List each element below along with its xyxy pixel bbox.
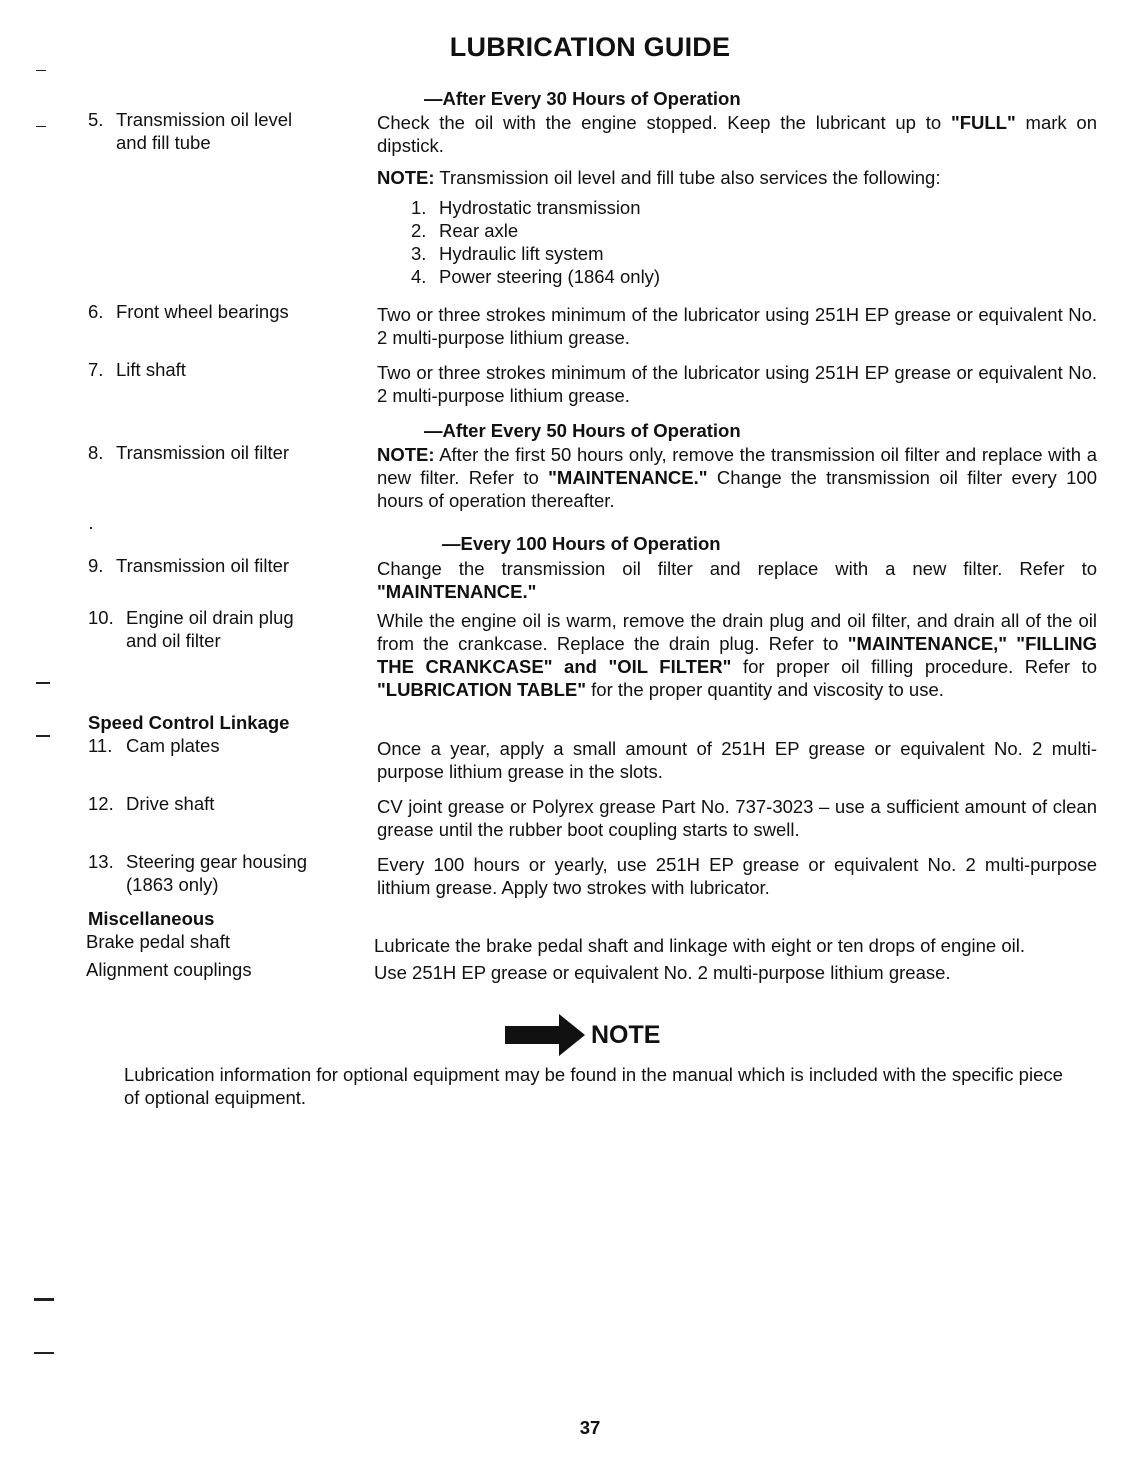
list-item — [411, 196, 811, 219]
item-13-description: Every 100 hours or yearly, use 251H EP grease or equivalent No. 2 multi-purpose lithium grease. Apply two strokes with lubricator. — [377, 854, 1097, 898]
description-text: for the proper quantity and viscosity to use. — [586, 679, 944, 700]
item-13-label — [88, 850, 358, 896]
item-number: 9. — [88, 555, 104, 576]
list-number: 1. — [411, 197, 427, 218]
optional-equipment-note: Lubrication information for optional equipment may be found in the manual which is included with the specific piece of optional equipment. — [124, 1064, 1063, 1108]
description-text: for proper oil filling procedure. Refer to — [731, 656, 1097, 677]
description-text: Change the transmission oil filter every 100 hours of operation thereafter. — [377, 467, 1097, 511]
item-label-text: and fill tube — [116, 132, 211, 153]
margin-mark — [90, 527, 92, 529]
item-label-text: Cam plates — [126, 735, 220, 756]
description-emphasis: "MAINTENANCE." — [548, 467, 708, 488]
page-title: LUBRICATION GUIDE — [449, 32, 731, 62]
item-number: 5. — [88, 109, 104, 130]
margin-mark — [36, 682, 50, 684]
margin-mark — [34, 1352, 54, 1354]
brake-pedal-description: Lubricate the brake pedal shaft and linkage with eight or ten drops of engine oil. — [374, 935, 1026, 956]
description-text: While the engine oil is warm, remove the drain plug and oil filter, and drain all of the oil from the crankcase. Replace the drain plug. Refer to — [377, 610, 1097, 654]
description-text: mark on dipstick. — [377, 112, 1098, 156]
item-label-text: Engine oil drain plug — [126, 607, 294, 628]
list-text: Rear axle — [439, 220, 519, 241]
description-emphasis: "MAINTENANCE," "FILLING THE CRANKCASE" and "OIL FILTER" — [377, 633, 1098, 677]
alignment-couplings-label: Alignment couplings — [86, 959, 252, 980]
item-label-text: Front wheel bearings — [116, 301, 289, 322]
description-emphasis: "LUBRICATION TABLE" — [377, 679, 587, 700]
list-text: Power steering (1864 only) — [439, 266, 661, 287]
item-label-text: Lift shaft — [116, 359, 186, 380]
speed-control-heading: Speed Control Linkage — [88, 712, 290, 733]
item-label-text: (1863 only) — [126, 874, 219, 895]
item-7-label — [88, 358, 358, 381]
item-label-text: Steering gear housing — [126, 851, 308, 872]
item-label-text: Drive shaft — [126, 793, 215, 814]
item-5-service-list — [411, 196, 811, 288]
description-text: Change the transmission oil filter and replace with a new filter. Refer to — [377, 558, 1097, 579]
list-text: Hydraulic lift system — [439, 243, 604, 264]
item-label-text: Transmission oil filter — [116, 555, 290, 576]
item-8-label — [88, 441, 358, 464]
item-number: 7. — [88, 359, 104, 380]
item-5-label — [88, 108, 358, 154]
item-label-text: and oil filter — [126, 630, 221, 651]
note-callout — [505, 1012, 705, 1062]
note-label: NOTE: — [377, 444, 435, 465]
item-10-description — [377, 609, 1097, 701]
item-number: 6. — [88, 301, 104, 322]
item-number: 11. — [88, 735, 113, 756]
list-item — [411, 219, 811, 242]
margin-mark — [36, 70, 46, 71]
description-text: After the first 50 hours only, remove the transmission oil filter and replace with a new filter. Refer to — [377, 444, 1097, 488]
item-number: 13. — [88, 851, 114, 872]
list-item — [411, 265, 811, 288]
margin-mark — [36, 735, 50, 737]
item-12-description: CV joint grease or Polyrex grease Part No. 737-3023 – use a sufficient amount of clean grease until the rubber boot coupling starts to swell. — [377, 796, 1097, 840]
item-11-label — [88, 734, 358, 757]
item-5-note — [377, 166, 1097, 189]
item-9-label — [88, 554, 358, 577]
section-heading-50-hours: —After Every 50 Hours of Operation — [424, 420, 741, 441]
item-12-label — [88, 792, 358, 815]
item-9-description — [377, 557, 1097, 603]
note-callout-label: NOTE — [591, 1021, 661, 1049]
list-number: 3. — [411, 243, 427, 264]
item-label-text: Transmission oil level — [116, 109, 293, 130]
note-label: NOTE: — [377, 167, 435, 188]
brake-pedal-label: Brake pedal shaft — [86, 931, 230, 952]
list-item — [411, 242, 811, 265]
item-number: 8. — [88, 442, 104, 463]
item-5-description — [377, 111, 1097, 157]
list-number: 2. — [411, 220, 427, 241]
item-7-description: Two or three strokes minimum of the lubricator using 251H EP grease or equivalent No. 2 multi-purpose lithium grease. — [377, 362, 1097, 406]
margin-mark — [36, 126, 46, 127]
list-text: Hydrostatic transmission — [439, 197, 641, 218]
item-11-description: Once a year, apply a small amount of 251H EP grease or equivalent No. 2 multi-purpose lithium grease in the slots. — [377, 738, 1097, 782]
section-heading-30-hours: —After Every 30 Hours of Operation — [424, 88, 741, 109]
note-text: Transmission oil level and fill tube also services the following: — [434, 167, 941, 188]
item-10-label — [88, 606, 358, 652]
arrow-right-icon — [505, 1012, 587, 1058]
description-text: Check the oil with the engine stopped. Keep the lubricant up to — [377, 112, 951, 133]
item-number: 10. — [88, 607, 114, 628]
item-6-label — [88, 300, 358, 323]
description-emphasis: "MAINTENANCE." — [377, 581, 537, 602]
item-8-description — [377, 443, 1097, 512]
item-label-text: Transmission oil filter — [116, 442, 290, 463]
miscellaneous-heading: Miscellaneous — [88, 908, 215, 929]
page-number: 37 — [579, 1417, 601, 1438]
item-6-description: Two or three strokes minimum of the lubricator using 251H EP grease or equivalent No. 2 multi-purpose lithium grease. — [377, 304, 1097, 348]
description-emphasis: "FULL" — [950, 112, 1016, 133]
list-number: 4. — [411, 266, 427, 287]
alignment-couplings-description: Use 251H EP grease or equivalent No. 2 multi-purpose lithium grease. — [374, 962, 951, 983]
section-heading-100-hours: —Every 100 Hours of Operation — [442, 533, 721, 554]
item-number: 12. — [88, 793, 114, 814]
margin-mark — [34, 1298, 54, 1301]
